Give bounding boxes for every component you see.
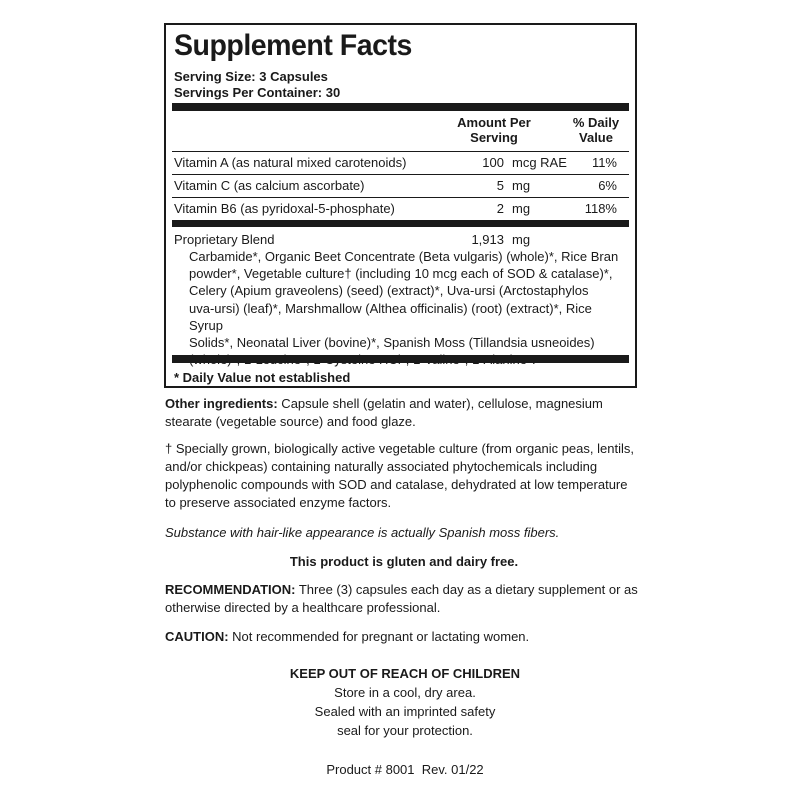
nutrient-row-vitamin-b6 <box>174 201 627 219</box>
header-dv-line1: % Daily <box>572 115 620 130</box>
panel-title: Supplement Facts <box>174 29 412 62</box>
recommendation-text-2: otherwise directed by a healthcare professional. <box>165 600 441 615</box>
gluten-note <box>165 553 643 571</box>
divider <box>172 197 629 198</box>
storage-line: Sealed with an imprinted safety <box>314 704 496 719</box>
nutrient-unit: mg <box>512 178 531 193</box>
header-amount-per-serving <box>449 115 539 145</box>
other-ingredients-label: Other ingredients: <box>165 396 278 411</box>
blend-amount: 1,913 <box>471 232 504 247</box>
culture-note-line: and/or chickpeas) containing naturally associated phytochemicals including <box>165 459 598 474</box>
blend-line: Solids*, Neonatal Liver (bovine)*, Spanish Moss (Tillandsia usneoides) <box>189 335 595 351</box>
other-ingredients-text: Capsule shell (gelatin and water), cellulose, magnesium <box>277 396 603 411</box>
blend-name: Proprietary Blend <box>174 232 275 247</box>
supplement-facts-panel <box>164 23 637 388</box>
blend-ingredients <box>189 248 629 368</box>
nutrient-unit: mg <box>512 201 531 216</box>
divider-thick <box>172 355 629 363</box>
caution-text: Not recommended for pregnant or lactating women. <box>228 629 530 644</box>
nutrient-dv: 6% <box>598 178 617 193</box>
spanish-moss-note <box>165 524 643 542</box>
nutrient-row-vitamin-a <box>174 155 627 173</box>
recommendation-label: RECOMMENDATION: <box>165 582 296 597</box>
product-info: Product # 8001 Rev. 01/22 <box>326 762 484 777</box>
nutrient-amount: 2 <box>496 201 504 216</box>
storage-line: Store in a cool, dry area. <box>334 685 476 700</box>
recommendation-text: Three (3) capsules each day as a dietary supplement or as <box>295 582 638 597</box>
nutrient-amount: 100 <box>482 155 504 170</box>
culture-note <box>165 440 643 512</box>
header-daily-value <box>561 115 631 145</box>
nutrient-name: Vitamin B6 (as pyridoxal-5-phosphate) <box>174 201 395 216</box>
divider <box>172 151 629 152</box>
nutrient-unit: mcg RAE <box>512 155 567 170</box>
nutrient-dv: 118% <box>584 201 617 216</box>
serving-size: Serving Size: 3 Capsules <box>174 69 328 84</box>
blend-line: uva-ursi) (leaf)*, Marshmallow (Althea officinalis) (root) (extract)*, Rice Syrup <box>189 300 592 333</box>
divider-thick <box>172 220 629 227</box>
divider-thick <box>172 103 629 111</box>
gluten-note-text: This product is gluten and dairy free. <box>289 554 519 569</box>
other-ingredients-text-2: stearate (vegetable source) and food glaze. <box>165 414 416 429</box>
header-amount-line1: Amount Per <box>457 115 531 130</box>
storage-block <box>250 664 560 740</box>
moss-note-text: Substance with hair-like appearance is actually Spanish moss fibers. <box>165 525 560 540</box>
culture-note-line: polyphenolic compounds with SOD and catalase, dehydrated at low temperature <box>165 477 628 492</box>
nutrient-amount: 5 <box>496 178 504 193</box>
culture-note-line: to preserve associated enzyme factors. <box>165 495 392 510</box>
caution-label: CAUTION: <box>165 629 229 644</box>
nutrient-name: Vitamin A (as natural mixed carotenoids) <box>174 155 407 170</box>
blend-line: powder*, Vegetable culture† (including 10 mcg each of SOD & catalase)*, <box>189 266 613 282</box>
header-amount-line2: Serving <box>470 130 518 145</box>
recommendation <box>165 581 643 617</box>
header-dv-line2: Value <box>579 130 613 145</box>
daily-value-footnote: * Daily Value not established <box>174 370 351 385</box>
blend-line: Celery (Apium graveolens) (seed) (extract)*, Uva-ursi (Arctostaphylos <box>189 283 589 299</box>
nutrient-row-vitamin-c <box>174 178 627 196</box>
blend-line: Carbamide*, Organic Beet Concentrate (Beta vulgaris) (whole)*, Rice Bran <box>189 249 619 264</box>
keep-out-heading: KEEP OUT OF REACH OF CHILDREN <box>289 666 521 681</box>
culture-note-line: † Specially grown, biologically active vegetable culture (from organic peas, lentils, <box>165 441 634 456</box>
other-ingredients <box>165 395 643 431</box>
servings-per-container: Servings Per Container: 30 <box>174 85 341 100</box>
blend-unit: mg <box>512 232 531 247</box>
nutrient-name: Vitamin C (as calcium ascorbate) <box>174 178 365 193</box>
caution <box>165 628 643 646</box>
storage-line: seal for your protection. <box>337 723 473 738</box>
nutrient-dv: 11% <box>591 155 617 170</box>
divider <box>172 174 629 175</box>
